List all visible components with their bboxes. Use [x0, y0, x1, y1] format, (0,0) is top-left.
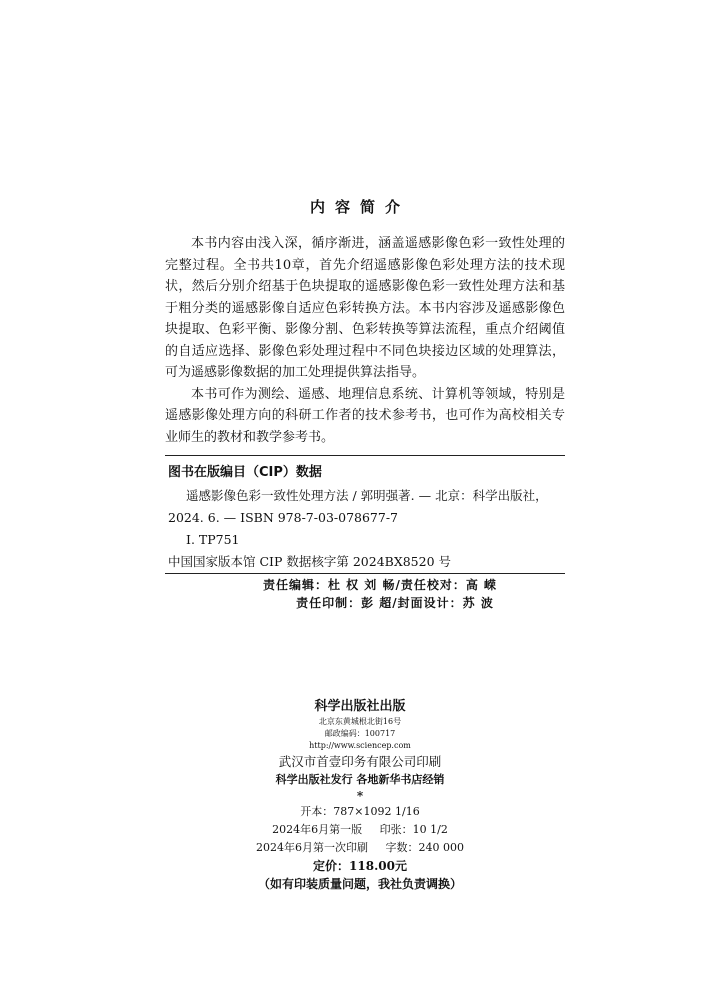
sheets-text: 印张：10 1/2 [379, 823, 448, 836]
summary-title: 内容简介 [309, 198, 410, 216]
edition-row [0, 821, 720, 839]
printer-name: 武汉市首壹印务有限公司印刷 [278, 754, 442, 769]
publisher-postcode: 邮政编码：100717 [324, 729, 396, 738]
separator-star: * [356, 789, 364, 803]
publisher-address: 北京东黄城根北街16号 [318, 717, 402, 726]
distribution-line: 科学出版社发行 各地新华书店经销 [275, 773, 445, 786]
editors-line-2: 责任印制：彭 超/封面设计：苏 波 [296, 596, 494, 610]
colophon [0, 698, 720, 893]
summary-paragraph-1: 本书内容由浅入深，循序渐进，涵盖遥感影像色彩一致性处理的完整过程。全书共10章，首先介绍遥感影像色彩处理方法的技术现状，然后分别介绍基于色块提取的遥感影像色彩一致性处理方法和基于粗分类的遥感影像自适应色彩转换方法。本书内容涉及遥感影像色块提取、色彩平衡、影像分割、色彩转换等算法流程，重点介绍阈值的自适应选择、影像色彩处理过程中不同色块接边区域的处理算法，可为遥感影像数据的加工处理提供算法指导。 [165, 236, 565, 380]
cip-line-2: 2024. 6. — ISBN 978-7-03-078677-7 [168, 510, 399, 525]
summary-paragraph-2: 本书可作为测绘、遥感、地理信息系统、计算机等领域，特别是遥感影像处理方向的科研工作者的技术参考书，也可作为高校相关专业师生的教材和教学参考书。 [165, 386, 565, 445]
cip-line-1: 遥感影像色彩一致性处理方法 / 郭明强著. — 北京：科学出版社， [186, 488, 548, 503]
wordcount-text: 字数：240 000 [385, 841, 464, 854]
cip-top-rule [165, 455, 565, 456]
publisher-name: 科学出版社出版 [314, 699, 406, 714]
cip-line-3: Ⅰ. TP751 [186, 532, 240, 547]
printing-text: 2024年6月第一次印刷 [256, 841, 368, 854]
summary-body [165, 233, 565, 448]
cip-heading: 图书在版编目（CIP）数据 [168, 465, 322, 480]
editors-line-1: 责任编辑：杜 权 刘 畅/责任校对：高 嵘 [262, 578, 498, 592]
publisher-website: http://www.sciencep.com [309, 741, 411, 750]
cip-bottom-rule [165, 573, 565, 574]
printing-row [0, 839, 720, 857]
cip-record [168, 485, 563, 573]
cip-line-4: 中国国家版本馆 CIP 数据核字第 2024BX8520 号 [168, 554, 452, 569]
price-line: 定价：118.00元 [313, 859, 407, 873]
format-line: 开本：787×1092 1/16 [300, 805, 420, 818]
quality-note: （如有印装质量问题，我社负责调换） [257, 877, 462, 891]
edition-text: 2024年6月第一版 [272, 823, 363, 836]
